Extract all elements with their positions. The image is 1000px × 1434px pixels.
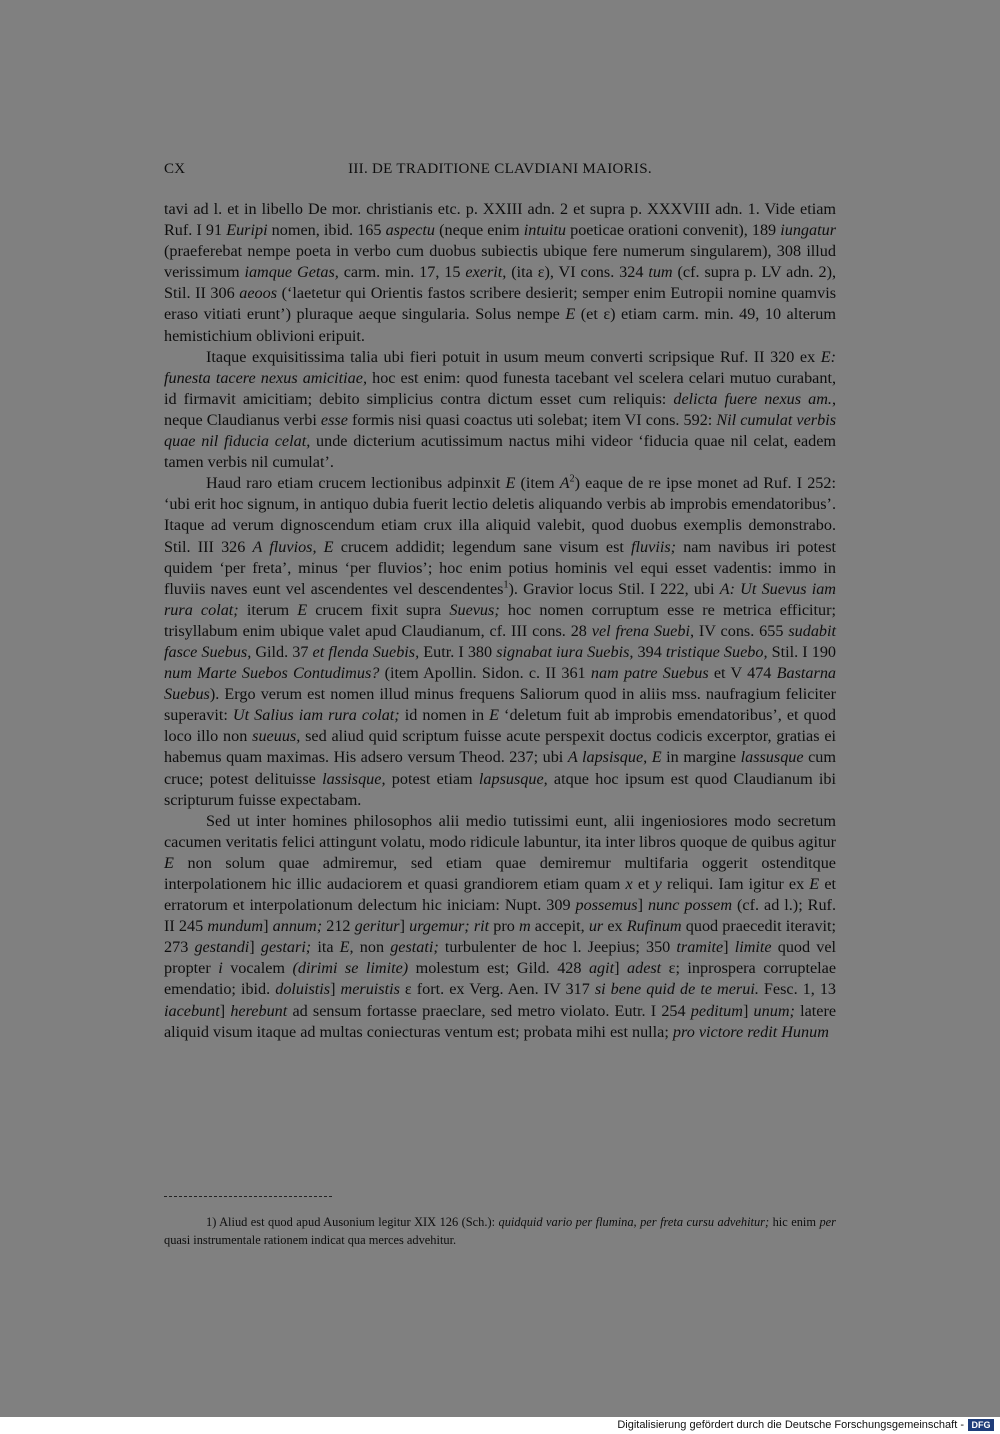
footnote [164, 1213, 836, 1249]
footnote-rule [164, 1196, 332, 1197]
footnote-text: 1) Aliud est quod apud Ausonium legitur XIX 126 (Sch.): quidquid vario per flumina, per freta cursu advehitur; hic enim per quasi instrumentale rationem indicat qua merces advehitur. [164, 1215, 836, 1247]
running-title: III. DE TRADITIONE CLAVDIANI MAIORIS. [348, 161, 652, 177]
banner-text: Digitalisierung gefördert durch die Deutsche Forschungsgemeinschaft - [617, 1419, 964, 1431]
dfg-logo: DFG [968, 1419, 994, 1431]
paragraph: Haud raro etiam crucem lectionibus adpinxit E (item $A^2$) eaque de re ipse monet ad Ruf. I 252: ‘ubi erit hoc signum, in antiquo dubia fuerit lectio deletis aliquando verbis ab improbis emendatoribus’. Itaque ad verum dignoscendum etiam crux illa aliquid valebit, quod duobus exemplis demonstrabo. Stil. III 326 A fluvios, E crucem addidit; legendum sane visum est fluviis; nam navibus iri potest quidem ‘per freta’, minus ‘per fluvios’; hoc enim potius hominis vel equi esset vadentis: immo in fluviis naves eunt vel ascendentes vel descendentes$^1$). Gravior locus Stil. I 222, ubi A: Ut Suevus iam rura colat; iterum E crucem fixit supra Suevus; hoc nomen corruptum esse re metrica efficitur; trisyllabum enim ubique valet apud Claudianum, cf. III cons. 28 vel frena Suebi, IV cons. 655 sudabit fasce Suebus, Gild. 37 et flenda Suebis, Eutr. I 380 signabat iura Suebis, 394 tristique Suebo, Stil. I 190 num Marte Suebos Contudimus? (item Apollin. Sidon. c. II 361 nam patre Suebus et V 474 Bastarna Suebus). Ergo verum est nomen illud minus frequens Saliorum quod in aliis mss. naufragium feliciter superavit: Ut Salius iam rura colat; id nomen in E ‘deletum fuit ab improbis emendatoribus’, et quod loco illo non sueuus, sed aliud quid scriptum fuisse acute perspexit doctus codicis excerptor, gratias ei habemus quam maximas. His adsero versum Theod. 237; ubi A lapsisque, E in margine lassusque cum cruce; potest delituisse lassisque, potest etiam lapsusque, atque hoc ipsum est quod Claudianum ibi scripturum fuisse expectabam. [164, 473, 837, 809]
paragraph: Sed ut inter homines philosophos alii medio tutissimi eunt, alii ingeniosiores modo secretum cacumen veritatis felici attingunt volatu, modo ridicule labuntur, ita inter libros quoque de quibus agitur E non solum quae admiremur, sed etiam quae demiremur multifaria oggerit ostenditque interpolationem hic illic audaciorem et quasi grandiorem etiam quam x et y reliqui. Iam igitur ex E et erratorum et interpolationum delectum hic iniciam: Nupt. 309 possemus] nunc possem (cf. ad l.); Ruf. II 245 mundum] annum; 212 geritur] urgemur; rit pro m accepit, ur ex Rufinum quod praecedit iteravit; 273 gestandi] gestari; ita E, non gestati; turbulenter de hoc l. Jeepius; 350 tramite] limite quod vel propter i vocalem (dirimi se limite) molestum est; Gild. 428 agit] adest ε; inprospera corruptelae emendatio; ibid. doluistis] meruistis ε fort. ex Verg. Aen. IV 317 si bene quid de te merui. Fesc. 1, 13 iacebunt] herebunt ad sensum fortasse praeclare, sed metro violato. Eutr. I 254 peditum] unum; latere aliquid visum itaque ad multas coniecturas ventum est; probata mihi est nulla; pro victore redit Hunum [164, 811, 837, 1041]
body-text [164, 199, 836, 1043]
page-number: CX [164, 161, 186, 177]
digitization-banner [0, 1417, 1000, 1434]
paragraph: Itaque exquisitissima talia ubi fieri potuit in usum meum converti scripsique Ruf. II 320 ex E: funesta tacere nexus amicitiae, hoc est enim: quod funesta tacebant vel scelera celari mutuo curabant, id firmavit amicitiam; debito simplicius contra dictum esset cum reliquis: delicta fuere nexus am., neque Claudianus verbi esse formis nisi quasi coactus uti solebat; item VI cons. 592: Nil cumulat verbis quae nil fiducia celat, unde dicterium acutissimum nactus mihi videor ‘fiducia quae nil celat, eadem tamen verbis nil cumulat’. [164, 347, 837, 472]
paragraph: tavi ad l. et in libello De mor. christianis etc. p. XXIII adn. 2 et supra p. XXXVIII adn. 1. Vide etiam Ruf. I 91 Euripi nomen, ibid. 165 aspectu (neque enim intuitu poeticae orationi convenit), 189 iungatur (praeferebat nempe poeta in verbo cum duobus subiectis ubique fere numerum singularem), 308 illud verissimum iamque Getas, carm. min. 17, 15 exerit, (ita ε), VI cons. 324 tum (cf. supra p. LV adn. 2), Stil. II 306 aeoos (‘laetetur qui Orientis fastos scribere desierit; semper enim Eutropii nomine quamvis eraso vitiati erunt’) pluraque aeque singularia. Solus nempe E (et ε) etiam carm. min. 49, 10 alterum hemistichium oblivioni eripuit. [164, 200, 837, 345]
page-header [164, 161, 836, 183]
